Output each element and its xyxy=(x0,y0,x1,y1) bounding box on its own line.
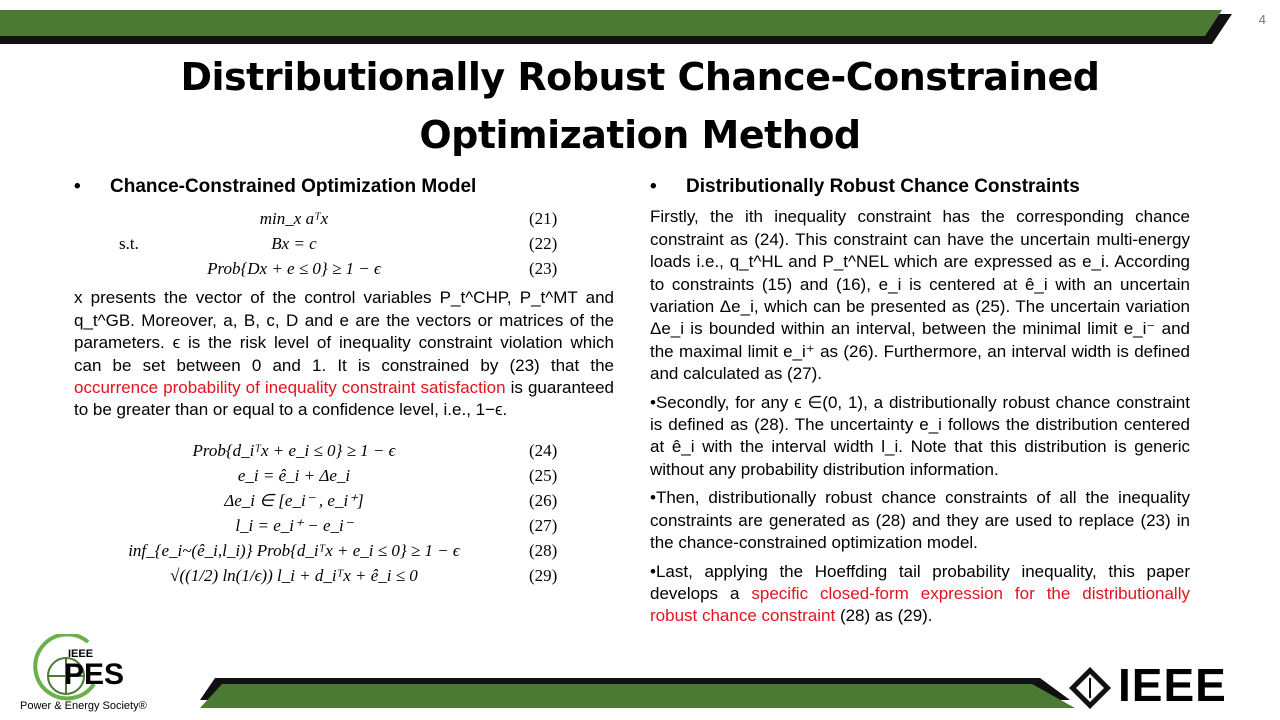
equation-expression: e_i = ê_i + Δe_i xyxy=(237,465,351,485)
equation-row xyxy=(74,538,614,563)
equation-number: (28) xyxy=(529,540,558,560)
equation-number: (24) xyxy=(529,440,558,460)
equation-expression: Prob{Dx + e ≤ 0} ≥ 1 − ϵ xyxy=(207,259,381,279)
equation-row xyxy=(74,231,614,256)
right-paragraph-4: •Last, applying the Hoeffding tail probability inequality, this paper develops a specific closed-form expression for the distributionally robust chance constraint (28) as (29). xyxy=(650,561,1190,626)
equation-expression: Prob{d_iᵀx + e_i ≤ 0} ≥ 1 − ϵ xyxy=(192,440,396,460)
page-number: 4 xyxy=(1258,12,1266,27)
pes-logo-ieee: IEEE xyxy=(68,648,94,660)
top-banner xyxy=(0,0,1280,50)
right-paragraph-1: Firstly, the ith inequality constraint has the corresponding chance constraint as (24). This constraint can have the uncertain multi-energy loads i.e., q_t^HL and P_t^NEL which are expressed as e_i. According to constraints (15) and (16), e_i is centered at ê_i with an uncertain variation Δe_i, which can be presented as (25). The uncertain variation Δe_i is bounded within an interval, between the minimal limit e_i⁻ and the maximal limit e_i⁺ as (26). Furthermore, an interval width is defined and calculated as (27). xyxy=(650,207,1190,384)
equation-label: s.t. xyxy=(119,234,139,254)
ieee-logo xyxy=(1068,659,1268,712)
equation-number: (29) xyxy=(529,565,558,585)
equation-expression: min_x aᵀx xyxy=(259,209,329,229)
equations-21-23 xyxy=(74,206,614,281)
title-line-1: Distributionally Robust Chance-Constrained xyxy=(180,55,1100,99)
equation-expression: inf_{e_i~(ê_i,l_i)} Prob{d_iᵀx + e_i ≤ 0} ≥ 1 − ϵ xyxy=(128,540,460,560)
title-line-2: Optimization Method xyxy=(419,113,861,157)
equation-row xyxy=(74,438,614,463)
pes-logo-text: PES xyxy=(64,658,125,691)
right-column xyxy=(650,176,1190,634)
equation-expression: Bx = c xyxy=(271,234,317,254)
ieee-pes-logo xyxy=(18,632,188,720)
equation-row xyxy=(74,206,614,231)
equation-number: (25) xyxy=(529,465,558,485)
equation-number: (27) xyxy=(529,515,558,535)
left-paragraph: x presents the vector of the control variables P_t^CHP, P_t^MT and q_t^GB. Moreover, a, B, c, D and e are the vectors or matrices of the parameters. ϵ is the risk level of inequality constraint violation which can be set between 0 and 1. It is constrained by (23) that the occurrence probability of inequality constraint satisfaction is guaranteed to be greater than or equal to a confidence level, i.e., 1−ϵ. xyxy=(74,288,614,420)
equation-number: (22) xyxy=(529,234,558,254)
equation-number: (21) xyxy=(529,209,558,229)
ieee-diamond-icon xyxy=(1068,666,1112,710)
equations-24-29 xyxy=(74,438,614,588)
equation-row xyxy=(74,256,614,281)
right-heading: • Distributionally Robust Chance Constraints xyxy=(650,176,1080,197)
equation-expression: l_i = e_i⁺ − e_i⁻ xyxy=(235,515,353,535)
right-paragraph-3: •Then, distributionally robust chance constraints of all the inequality constraints are generated as (28) and they are used to replace (23) in the chance-constrained optimization model. xyxy=(650,488,1190,553)
slide-title xyxy=(0,48,1280,164)
equation-row xyxy=(74,488,614,513)
equation-number: (26) xyxy=(529,490,558,510)
pes-logo-subtitle: Power & Energy Society® xyxy=(20,700,147,712)
equation-row xyxy=(74,463,614,488)
equation-expression: √((1/2) ln(1/ϵ)) l_i + d_iᵀx + ê_i ≤ 0 xyxy=(170,565,418,585)
right-paragraph-2: •Secondly, for any ϵ ∈(0, 1), a distributionally robust chance constraint is defined as (28). The uncertainty e_i follows the distribution centered at ê_i with the interval width l_i. Note that this distribution is generic without any probability distribution information. xyxy=(650,392,1190,479)
equation-number: (23) xyxy=(529,259,558,279)
equation-row xyxy=(74,563,614,588)
left-column xyxy=(74,176,614,594)
left-heading: • Chance-Constrained Optimization Model xyxy=(74,176,477,197)
ieee-logo-text: IEEE xyxy=(1118,659,1227,711)
equation-row xyxy=(74,513,614,538)
equation-expression: Δe_i ∈ [e_i⁻ , e_i⁺] xyxy=(224,490,364,510)
